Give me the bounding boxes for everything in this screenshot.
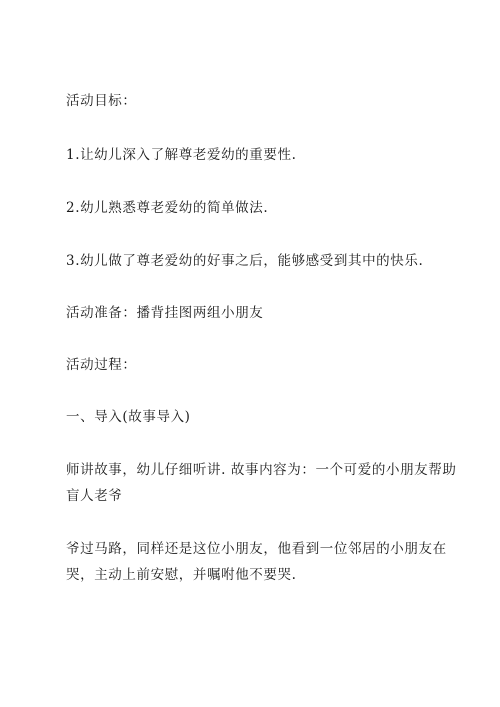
story-paragraph-2 [66, 536, 446, 588]
goal-item-2: 2.幼儿熟悉尊老爱幼的简单做法. [66, 200, 269, 216]
preparation-line: 活动准备：播背挂图两组小朋友 [66, 305, 264, 321]
story-paragraph-1-line-1: 师讲故事，幼儿仔细听讲. 故事内容为：一个可爱的小朋友帮助 [66, 462, 457, 478]
story-paragraph-2-line-1: 爷过马路，同样还是这位小朋友，他看到一位邻居的小朋友在 [66, 541, 447, 557]
section-1-heading: 一、导入(故事导入) [66, 409, 191, 425]
goal-item-1: 1.让幼儿深入了解尊老爱幼的重要性. [66, 147, 297, 163]
goal-item-3: 3.幼儿做了尊老爱幼的好事之后，能够感受到其中的快乐. [66, 253, 424, 269]
process-heading: 活动过程： [66, 357, 137, 373]
story-paragraph-1-line-2: 盲人老爷 [66, 488, 123, 504]
story-paragraph-2-line-2: 哭，主动上前安慰，并嘱咐他不要哭. [66, 567, 297, 583]
story-paragraph-1 [66, 457, 457, 509]
goals-heading: 活动目标： [66, 93, 137, 109]
